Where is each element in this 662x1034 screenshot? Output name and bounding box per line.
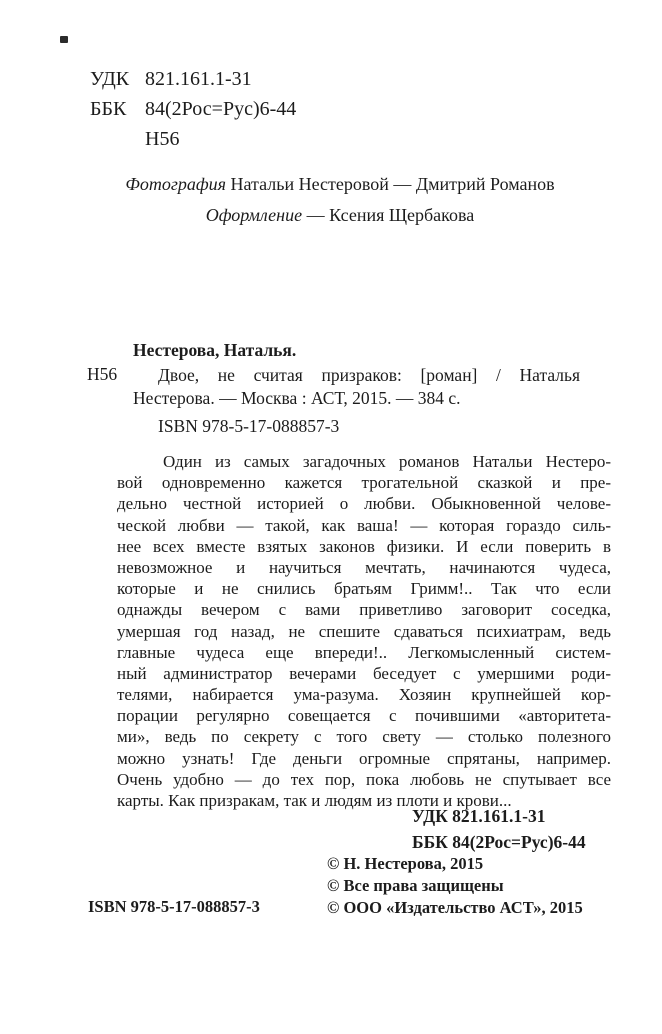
bbk-value: 84(2Рос=Рус)6-44 <box>145 98 297 120</box>
annotation-line: телями, набирается ума-разума. Хозяин крупнейшей кор- <box>117 685 611 705</box>
annotation-line: Очень удобно — до тех пор, пока любовь не спутывает все <box>117 769 611 789</box>
annotation-line: вой одновременно кажется трогательной сказкой и пре- <box>117 473 611 493</box>
udk-row <box>90 64 296 94</box>
catalog-entry-line: Нестерова. — Москва : АСТ, 2015. — 384 с. <box>133 388 461 408</box>
annotation-line: порации регулярно совещается с почившими «авторитета- <box>117 706 611 726</box>
annotation-line: невозможное и научиться мечтать, начинаются чудеса, <box>117 557 611 577</box>
annotation-line: главные чудеса еще впереди!.. Легкомысленный систем- <box>117 642 611 662</box>
udk-label: УДК <box>90 68 130 90</box>
annotation-line: умершая год назад, не спешите сдаваться психиатрам, ведь <box>117 621 611 641</box>
catalog-entry <box>133 364 580 410</box>
author-sign: Н56 <box>145 128 180 150</box>
annotation-line: можно узнать! Где деньги огромные спрятаны, например. <box>117 748 611 768</box>
catalog-entry-line: Двое, не считая призраков: [роман] / Наталья <box>158 365 580 385</box>
annotation-line: нее всех вместе взятых законов физики. И если поверить в <box>117 536 611 556</box>
credit-role: Фотография <box>125 174 226 194</box>
classification-block <box>90 64 296 154</box>
bbk-row <box>90 94 296 124</box>
credit-role: Оформление <box>205 205 303 225</box>
credit-line-photography <box>90 173 590 195</box>
copyright-line-publisher: © ООО «Издательство АСТ», 2015 <box>327 898 583 917</box>
annotation-line: которые и не снились братьям Гримм!.. Так что если <box>117 579 611 599</box>
credit-line-design <box>90 204 590 226</box>
bbk-footnote-line: ББК 84(2Рос=Рус)6-44 <box>412 832 586 852</box>
annotation-line: карты. Как призракам, так и людям из плоти и крови... <box>117 791 512 810</box>
ink-speck <box>60 36 68 43</box>
udk-footnote-line: УДК 821.161.1-31 <box>412 806 546 826</box>
annotation-line: Один из самых загадочных романов Натальи Нестеро- <box>163 452 611 471</box>
credit-text: — Ксения Щербакова <box>302 205 475 225</box>
copyright-list <box>327 853 583 919</box>
annotation-line: ческой любви — такой, как ваша! — которая гораздо силь- <box>117 515 611 535</box>
annotation-line: однажды вечером с вами приветливо заговорит соседка, <box>117 600 611 620</box>
catalog-author-heading: Нестерова, Наталья. <box>133 340 297 360</box>
udk-value: 821.161.1-31 <box>145 68 252 90</box>
credits-block <box>90 173 590 226</box>
catalog-isbn-line: ISBN 978-5-17-088857-3 <box>158 416 340 436</box>
credit-text: Натальи Нестеровой — Дмитрий Романов <box>226 174 555 194</box>
annotation-line: дельно честной историей о любви. Обыкновенной челове- <box>117 494 611 514</box>
copyright-line-rights: © Все права защищены <box>327 876 504 895</box>
bottom-isbn-line: ISBN 978-5-17-088857-3 <box>88 897 260 916</box>
annotation-line: ный администратор вечерами беседует с умершими роди- <box>117 663 611 683</box>
bbk-label: ББК <box>90 98 127 120</box>
classification-footnote <box>412 803 586 855</box>
author-sign-row <box>90 124 296 154</box>
annotation-paragraph <box>117 451 611 811</box>
annotation-line: ми», ведь по секрету с того свету — столько полезного <box>117 727 611 747</box>
catalog-author-sign: Н56 <box>87 364 118 384</box>
copyright-line-author: © Н. Нестерова, 2015 <box>327 854 484 873</box>
